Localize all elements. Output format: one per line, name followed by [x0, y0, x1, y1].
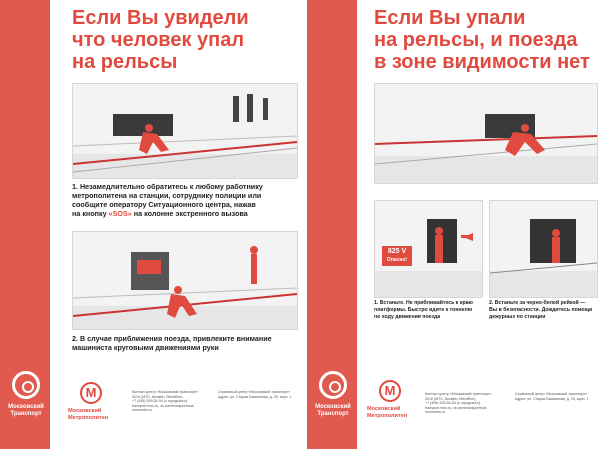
left-illustration-1	[72, 83, 298, 179]
metro-label: Московский Метрополитен	[68, 408, 109, 421]
moscow-transport-label: Московский Транспорт	[315, 404, 351, 417]
right-illustration-1	[374, 83, 598, 184]
voltage-warning-badge: 825 V Опасно!	[382, 246, 412, 266]
moscow-transport-logo-icon	[319, 371, 347, 399]
left-step-1: 1. Незамедлительно обратитесь к любому работнику метрополитена на станции, сотруднику полиции или сообщите оператору Ситуационного центра, нажав на кнопку «SOS» на колонне экстренного вызова	[72, 182, 263, 218]
metro-logo-icon: М	[80, 382, 102, 404]
contacts-right: Сервисный центр «Московский транспорт» Адрес: ул. Старая Басманная, д. 20, корп. 1	[515, 392, 589, 401]
poster-right	[307, 0, 600, 449]
left-title: Если Вы увидели что человек упал на рельсы	[72, 7, 249, 73]
left-illustration-2	[72, 231, 298, 330]
moscow-transport-label: Московский Транспорт	[8, 404, 44, 417]
left-step-2: 2. В случае приближения поезда, привлеките внимание машиниста круговыми движениями руки	[72, 334, 272, 352]
contacts-left: Контакт-центр «Московский транспорт» 3210 (МТС, Билайн, МегаФон) +7 (495) 539-54-54 (с городского) transport.mos.ru, vk.com/transportmos mosmetro.ru	[425, 392, 492, 415]
metro-logo-icon: М	[379, 380, 401, 402]
right-step-2: 2. Встаньте за черно-белой рейкой — Вы в безопасности. Дождитесь помощи дежурных по станции	[489, 300, 593, 320]
right-step-1: 1. Встаньте. Не приближайтесь к краю платформы. Быстро идите к тоннелю по ходу движения поезда	[374, 300, 473, 320]
right-title: Если Вы упали на рельсы, и поезда в зоне видимости нет	[374, 7, 590, 73]
contacts-left: Контакт-центр «Московский транспорт» 3210 (МТС, Билайн, МегаФон) +7 (495) 539-54-54 (с городского) transport.mos.ru, vk.com/transportmos mosmetro.ru	[132, 390, 199, 413]
metro-label: Московский Метрополитен	[367, 406, 408, 419]
moscow-transport-logo-icon	[12, 371, 40, 399]
sos-label: «SOS»	[108, 209, 132, 218]
right-illustration-3	[489, 200, 598, 298]
contacts-right: Сервисный центр «Московский транспорт» Адрес: ул. Старая Басманная, д. 20, корп. 1	[218, 390, 292, 399]
